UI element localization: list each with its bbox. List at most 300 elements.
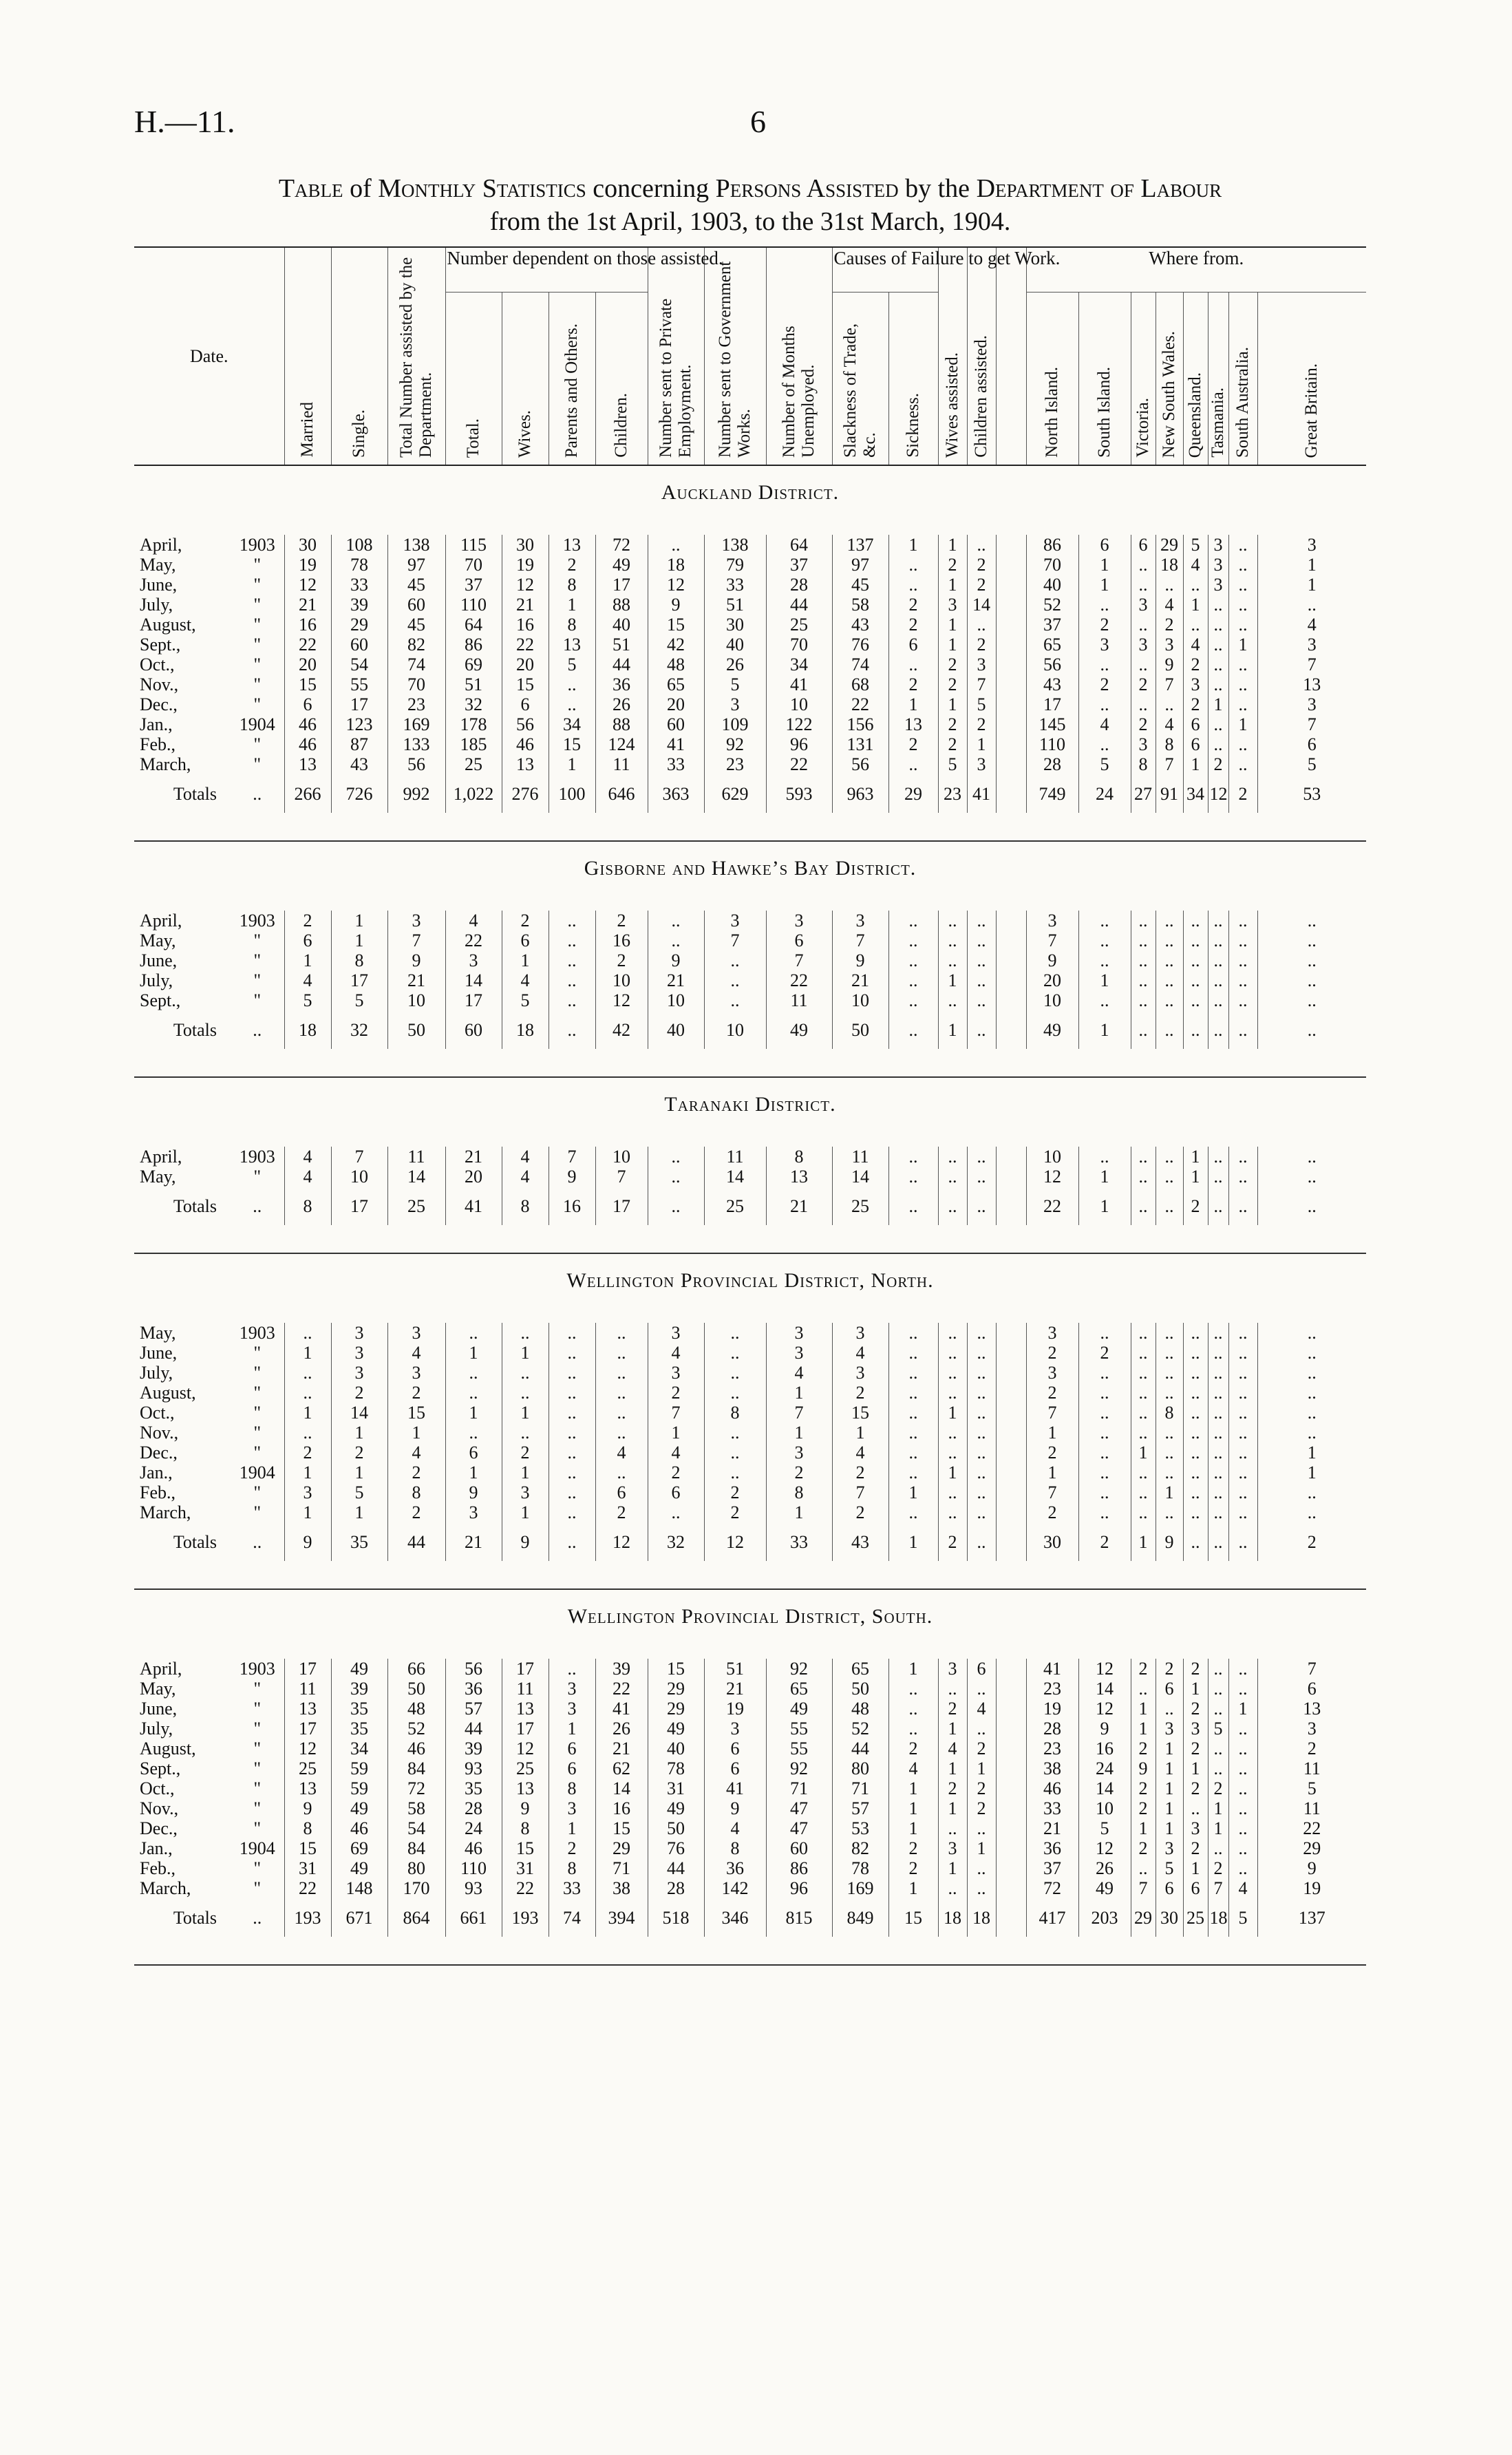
table-cell: .. <box>1228 1778 1257 1798</box>
table-cell: 10 <box>595 970 648 990</box>
table-row <box>134 1818 1366 1838</box>
rule-cell <box>134 1561 1366 1589</box>
table-cell: .. <box>967 1719 996 1739</box>
table-cell: .. <box>1208 615 1228 635</box>
spacer-cell <box>996 1719 1026 1739</box>
table-cell: .. <box>1228 555 1257 575</box>
table-cell: .. <box>595 1323 648 1343</box>
table-cell: .. <box>1257 911 1366 931</box>
table-cell: 8 <box>1131 754 1156 774</box>
table-cell: .. <box>648 1147 704 1167</box>
table-cell: 2 <box>704 1502 766 1522</box>
table-cell: 31 <box>284 1858 331 1878</box>
table-cell: 1 <box>888 1482 938 1502</box>
totals-row <box>134 1187 1366 1225</box>
table-row <box>134 655 1366 674</box>
table-cell: 2 <box>387 1463 445 1482</box>
table-cell: 53 <box>832 1818 888 1838</box>
table-cell: .. <box>1131 1679 1156 1699</box>
table-cell: 6 <box>1078 535 1131 555</box>
table-cell: 7 <box>1257 1659 1366 1679</box>
table-cell: 1 <box>1156 1758 1183 1778</box>
table-cell: 9 <box>502 1522 549 1561</box>
column-header-months-unemployed: Number of Months Unemployed. <box>766 247 832 465</box>
table-cell: .. <box>1078 911 1131 931</box>
table-cell: .. <box>1131 1423 1156 1443</box>
table-cell: 25 <box>502 1758 549 1778</box>
table-cell: 22 <box>445 931 502 950</box>
table-cell: 24 <box>1078 1758 1131 1778</box>
table-cell: 93 <box>445 1878 502 1898</box>
table-cell: 50 <box>832 1010 888 1049</box>
table-cell: 46 <box>445 1838 502 1858</box>
table-cell: .. <box>1208 1187 1228 1225</box>
table-cell: .. <box>1228 931 1257 950</box>
rule-cell <box>134 1049 1366 1077</box>
table-cell: 1 <box>888 1522 938 1561</box>
row-month: Sept., <box>140 1758 181 1778</box>
rule-cell <box>134 1225 1366 1253</box>
spacer-cell <box>996 1343 1026 1363</box>
table-cell: 5 <box>1078 1818 1131 1838</box>
table-cell: 1 <box>1228 1699 1257 1719</box>
rule-row <box>134 1049 1366 1077</box>
column-group-where-from: Where from. <box>1026 247 1366 293</box>
table-cell: 17 <box>331 970 387 990</box>
table-cell: 1 <box>502 1463 549 1482</box>
table-cell: 49 <box>766 1699 832 1719</box>
row-year: " <box>253 990 262 1010</box>
table-cell: .. <box>888 1187 938 1225</box>
table-cell: .. <box>888 555 938 575</box>
table-cell: .. <box>549 1502 595 1522</box>
table-row <box>134 1403 1366 1423</box>
table-cell: 148 <box>331 1878 387 1898</box>
table-cell: 25 <box>766 615 832 635</box>
table-cell: .. <box>1228 1403 1257 1423</box>
table-cell: 2 <box>967 1798 996 1818</box>
row-year: " <box>253 615 262 635</box>
table-cell: 138 <box>387 535 445 555</box>
table-cell: 2 <box>1131 1778 1156 1798</box>
table-cell: 9 <box>549 1167 595 1187</box>
table-cell: 19 <box>502 555 549 575</box>
table-cell: 3 <box>387 1363 445 1383</box>
title-part: of <box>343 174 379 203</box>
table-cell: 29 <box>1257 1838 1366 1858</box>
table-cell: 2 <box>888 674 938 694</box>
spacer-cell <box>996 931 1026 950</box>
table-cell: .. <box>967 1010 996 1049</box>
table-cell: 69 <box>445 655 502 674</box>
table-cell: .. <box>1208 1363 1228 1383</box>
table-cell: .. <box>1156 1167 1183 1187</box>
table-cell: 6 <box>595 1482 648 1502</box>
table-cell: .. <box>549 1443 595 1463</box>
table-cell: 64 <box>766 535 832 555</box>
table-cell: .. <box>1228 734 1257 754</box>
table-cell: 2 <box>1208 754 1228 774</box>
table-cell: 11 <box>387 1147 445 1167</box>
table-cell: 7 <box>832 931 888 950</box>
table-cell: 7 <box>387 931 445 950</box>
table-cell: 25 <box>704 1187 766 1225</box>
table-cell: .. <box>1208 1403 1228 1423</box>
table-cell: 40 <box>595 615 648 635</box>
spacer-cell <box>996 1502 1026 1522</box>
table-cell: 7 <box>1257 714 1366 734</box>
table-cell: 3 <box>1257 1719 1366 1739</box>
table-cell: .. <box>1228 1679 1257 1699</box>
table-cell: .. <box>1228 595 1257 615</box>
table-cell: .. <box>1156 990 1183 1010</box>
rule-row <box>134 1937 1366 1965</box>
row-year: " <box>253 575 262 595</box>
row-month: May, <box>140 1167 176 1187</box>
table-cell: 1 <box>938 1403 967 1423</box>
table-cell: .. <box>1257 1383 1366 1403</box>
table-cell: 1 <box>284 950 331 970</box>
table-cell: .. <box>1228 1383 1257 1403</box>
table-cell: 91 <box>1156 774 1183 813</box>
table-cell: .. <box>445 1363 502 1383</box>
table-cell: 22 <box>766 970 832 990</box>
table-cell: .. <box>1228 1463 1257 1482</box>
table-cell: 11 <box>766 990 832 1010</box>
table-cell: .. <box>1131 1363 1156 1383</box>
table-cell: 1 <box>1156 1818 1183 1838</box>
table-cell: 3 <box>1183 1719 1208 1739</box>
totals-label: Totals <box>173 1019 217 1040</box>
table-cell: 2 <box>967 1739 996 1758</box>
table-cell: 3 <box>284 1482 331 1502</box>
table-cell: 8 <box>766 1147 832 1167</box>
table-cell: 4 <box>938 1739 967 1758</box>
totals-row <box>134 1010 1366 1049</box>
table-cell: .. <box>1208 1838 1228 1858</box>
table-cell: 185 <box>445 734 502 754</box>
table-cell: 2 <box>967 575 996 595</box>
table-cell: .. <box>284 1323 331 1343</box>
table-cell: 9 <box>445 1482 502 1502</box>
table-cell: 50 <box>832 1679 888 1699</box>
spacer-cell <box>996 1167 1026 1187</box>
table-cell: 4 <box>888 1758 938 1778</box>
table-cell: .. <box>1228 694 1257 714</box>
table-cell: 10 <box>704 1010 766 1049</box>
column-header-victoria: Victoria. <box>1131 293 1156 466</box>
table-cell: 3 <box>967 754 996 774</box>
table-cell: 41 <box>967 774 996 813</box>
table-cell: .. <box>1208 990 1228 1010</box>
table-cell: 23 <box>387 694 445 714</box>
table-cell: .. <box>938 1383 967 1403</box>
table-cell: .. <box>549 694 595 714</box>
table-cell: 22 <box>832 694 888 714</box>
table-cell: .. <box>967 1423 996 1443</box>
table-cell: 9 <box>1156 1522 1183 1561</box>
table-cell: .. <box>1131 1323 1156 1343</box>
row-month: March, <box>140 1878 191 1898</box>
table-cell: 3 <box>1183 674 1208 694</box>
spacer-cell <box>996 1679 1026 1699</box>
table-cell: .. <box>888 1463 938 1482</box>
table-cell: 59 <box>331 1758 387 1778</box>
table-cell: .. <box>888 754 938 774</box>
table-cell: .. <box>938 1187 967 1225</box>
spacer-cell <box>996 595 1026 615</box>
table-cell: 15 <box>284 1838 331 1858</box>
table-cell: 394 <box>595 1898 648 1937</box>
spacer-cell <box>996 1659 1026 1679</box>
column-header-children-assisted: Children assisted. <box>967 247 996 465</box>
table-cell: .. <box>938 1482 967 1502</box>
table-cell: 1,022 <box>445 774 502 813</box>
table-cell: 1 <box>549 1818 595 1838</box>
row-month: Feb., <box>140 1482 175 1502</box>
table-row <box>134 694 1366 714</box>
table-cell: .. <box>888 970 938 990</box>
table-cell: 44 <box>387 1522 445 1561</box>
spacer-cell <box>996 1482 1026 1502</box>
table-cell: 2 <box>1078 1522 1131 1561</box>
table-cell: .. <box>1228 970 1257 990</box>
table-cell: 32 <box>331 1010 387 1049</box>
table-cell: .. <box>704 1323 766 1343</box>
row-year: " <box>253 1858 262 1878</box>
spacer-cell <box>996 1423 1026 1443</box>
table-cell: .. <box>967 1858 996 1878</box>
table-cell: 1 <box>445 1403 502 1423</box>
table-row <box>134 575 1366 595</box>
table-cell: 13 <box>1257 1699 1366 1719</box>
table-cell: 69 <box>331 1838 387 1858</box>
table-cell: 1 <box>888 535 938 555</box>
spacer-cell <box>996 1010 1026 1049</box>
table-cell: 7 <box>1026 931 1078 950</box>
table-cell: .. <box>1183 1502 1208 1522</box>
spacer-cell <box>996 1383 1026 1403</box>
totals-row <box>134 1898 1366 1937</box>
table-cell: 3 <box>1078 635 1131 655</box>
table-cell: 70 <box>445 555 502 575</box>
spacer-row <box>134 1130 1366 1147</box>
table-cell: 2 <box>595 1502 648 1522</box>
table-cell: 2 <box>1183 694 1208 714</box>
table-cell: .. <box>1257 931 1366 950</box>
table-cell: 10 <box>595 1147 648 1167</box>
table-cell: 9 <box>387 950 445 970</box>
table-cell: 71 <box>766 1778 832 1798</box>
table-cell: 137 <box>1257 1898 1366 1937</box>
column-group-causes: Causes of Failure to get Work. <box>832 247 938 293</box>
table-cell: 2 <box>1078 615 1131 635</box>
table-cell: .. <box>1228 1423 1257 1443</box>
table-cell: .. <box>1257 1423 1366 1443</box>
table-cell: .. <box>1183 950 1208 970</box>
table-cell: 8 <box>1156 734 1183 754</box>
table-cell: 97 <box>832 555 888 575</box>
table-cell: 44 <box>766 595 832 615</box>
table-cell: .. <box>1078 1403 1131 1423</box>
table-cell: .. <box>648 931 704 950</box>
row-year: " <box>253 1502 262 1522</box>
table-cell: .. <box>1131 950 1156 970</box>
table-cell: .. <box>648 1502 704 1522</box>
row-month: May, <box>140 1679 176 1699</box>
table-cell: 4 <box>595 1443 648 1463</box>
table-cell: 70 <box>766 635 832 655</box>
row-year: " <box>253 595 262 615</box>
table-cell: .. <box>1183 931 1208 950</box>
table-cell: 37 <box>766 555 832 575</box>
table-cell: 36 <box>595 674 648 694</box>
table-cell: 3 <box>549 1679 595 1699</box>
table-cell: 2 <box>1131 714 1156 734</box>
table-row <box>134 555 1366 575</box>
table-row <box>134 754 1366 774</box>
table-cell: 4 <box>502 1147 549 1167</box>
table-cell: 2 <box>938 555 967 575</box>
table-cell: 1 <box>284 1463 331 1482</box>
table-row <box>134 1798 1366 1818</box>
table-cell: 6 <box>1257 1679 1366 1699</box>
table-cell: 276 <box>502 774 549 813</box>
table-cell: 2 <box>595 950 648 970</box>
table-cell: 49 <box>331 1798 387 1818</box>
table-cell: 19 <box>704 1699 766 1719</box>
table-cell: 71 <box>595 1858 648 1878</box>
table-cell: 58 <box>387 1798 445 1818</box>
table-cell: 3 <box>648 1363 704 1383</box>
table-cell: .. <box>967 1343 996 1363</box>
table-cell: 7 <box>704 931 766 950</box>
table-cell: 6 <box>888 635 938 655</box>
row-month: Dec., <box>140 694 178 714</box>
table-cell: 3 <box>766 911 832 931</box>
table-cell: 14 <box>967 595 996 615</box>
table-title <box>138 172 1363 238</box>
table-cell: .. <box>1208 1679 1228 1699</box>
table-cell: .. <box>1183 1343 1208 1363</box>
table-cell: 1 <box>1183 595 1208 615</box>
spacer-cell <box>996 774 1026 813</box>
row-month: June, <box>140 950 178 970</box>
table-cell: 1 <box>1078 1167 1131 1187</box>
table-cell: 1 <box>938 970 967 990</box>
table-cell: 8 <box>549 615 595 635</box>
table-cell: 21 <box>648 970 704 990</box>
table-cell: 20 <box>648 694 704 714</box>
table-cell: 8 <box>502 1818 549 1838</box>
table-cell: .. <box>1131 911 1156 931</box>
table-cell: 3 <box>1156 635 1183 655</box>
table-cell: 34 <box>1183 774 1208 813</box>
table-cell: 7 <box>1026 1403 1078 1423</box>
table-cell: .. <box>967 1363 996 1383</box>
table-cell: 93 <box>445 1758 502 1778</box>
totals-row <box>134 774 1366 813</box>
table-cell: 629 <box>704 774 766 813</box>
table-cell: .. <box>549 1343 595 1363</box>
table-cell: 1 <box>1257 555 1366 575</box>
table-cell: .. <box>704 1363 766 1383</box>
table-cell: 10 <box>331 1167 387 1187</box>
table-cell: 2 <box>967 555 996 575</box>
table-cell: 1 <box>1131 1522 1156 1561</box>
table-cell: .. <box>1208 1010 1228 1049</box>
table-cell: .. <box>938 1443 967 1463</box>
column-spacer <box>996 247 1026 465</box>
table-cell: 76 <box>832 635 888 655</box>
table-cell: 30 <box>1156 1898 1183 1937</box>
row-year: " <box>253 1403 262 1423</box>
table-cell: .. <box>1208 595 1228 615</box>
table-cell: 1 <box>1183 1858 1208 1878</box>
table-cell: 19 <box>284 555 331 575</box>
table-cell: 33 <box>648 754 704 774</box>
table-cell: 51 <box>704 595 766 615</box>
table-cell: 5 <box>1208 1719 1228 1739</box>
spacer-cell <box>996 970 1026 990</box>
table-cell: 138 <box>704 535 766 555</box>
table-cell: 4 <box>1156 595 1183 615</box>
table-cell: 17 <box>331 694 387 714</box>
table-cell: .. <box>1078 1443 1131 1463</box>
table-cell: 9 <box>284 1522 331 1561</box>
table-cell: 2 <box>888 595 938 615</box>
table-cell: 40 <box>704 635 766 655</box>
table-cell: 2 <box>967 714 996 734</box>
table-cell: 5 <box>549 655 595 674</box>
spacer-cell <box>996 1443 1026 1463</box>
table-cell: 1 <box>766 1423 832 1443</box>
column-header-single: Single. <box>331 247 387 465</box>
table-cell: .. <box>1228 1363 1257 1383</box>
table-cell: 80 <box>387 1858 445 1878</box>
table-cell: .. <box>1156 1463 1183 1482</box>
table-cell: .. <box>595 1363 648 1383</box>
table-cell: .. <box>1208 911 1228 931</box>
spacer-row <box>134 1306 1366 1323</box>
table-cell: 2 <box>832 1502 888 1522</box>
table-cell: .. <box>1131 1383 1156 1403</box>
table-cell: 40 <box>648 1010 704 1049</box>
table-cell: 110 <box>445 595 502 615</box>
table-cell: .. <box>1131 1147 1156 1167</box>
table-cell: 40 <box>648 1739 704 1758</box>
table-cell: .. <box>1156 1323 1183 1343</box>
row-year: " <box>253 1758 262 1778</box>
table-cell: 1 <box>1257 1463 1366 1482</box>
table-cell: 18 <box>1156 555 1183 575</box>
table-cell: 10 <box>1026 990 1078 1010</box>
table-cell: .. <box>1156 694 1183 714</box>
table-cell: 13 <box>502 754 549 774</box>
table-cell: 1 <box>284 1403 331 1423</box>
table-cell: 6 <box>648 1482 704 1502</box>
column-header-total-assisted: Total Number assisted by the Department. <box>387 247 445 465</box>
table-cell: 3 <box>445 950 502 970</box>
table-cell: 55 <box>766 1719 832 1739</box>
row-month: August, <box>140 1383 196 1403</box>
table-cell: 17 <box>595 1187 648 1225</box>
table-cell: 65 <box>766 1679 832 1699</box>
table-cell: .. <box>967 1502 996 1522</box>
table-cell: .. <box>967 1522 996 1561</box>
table-cell: .. <box>1078 655 1131 674</box>
table-cell: .. <box>1131 615 1156 635</box>
